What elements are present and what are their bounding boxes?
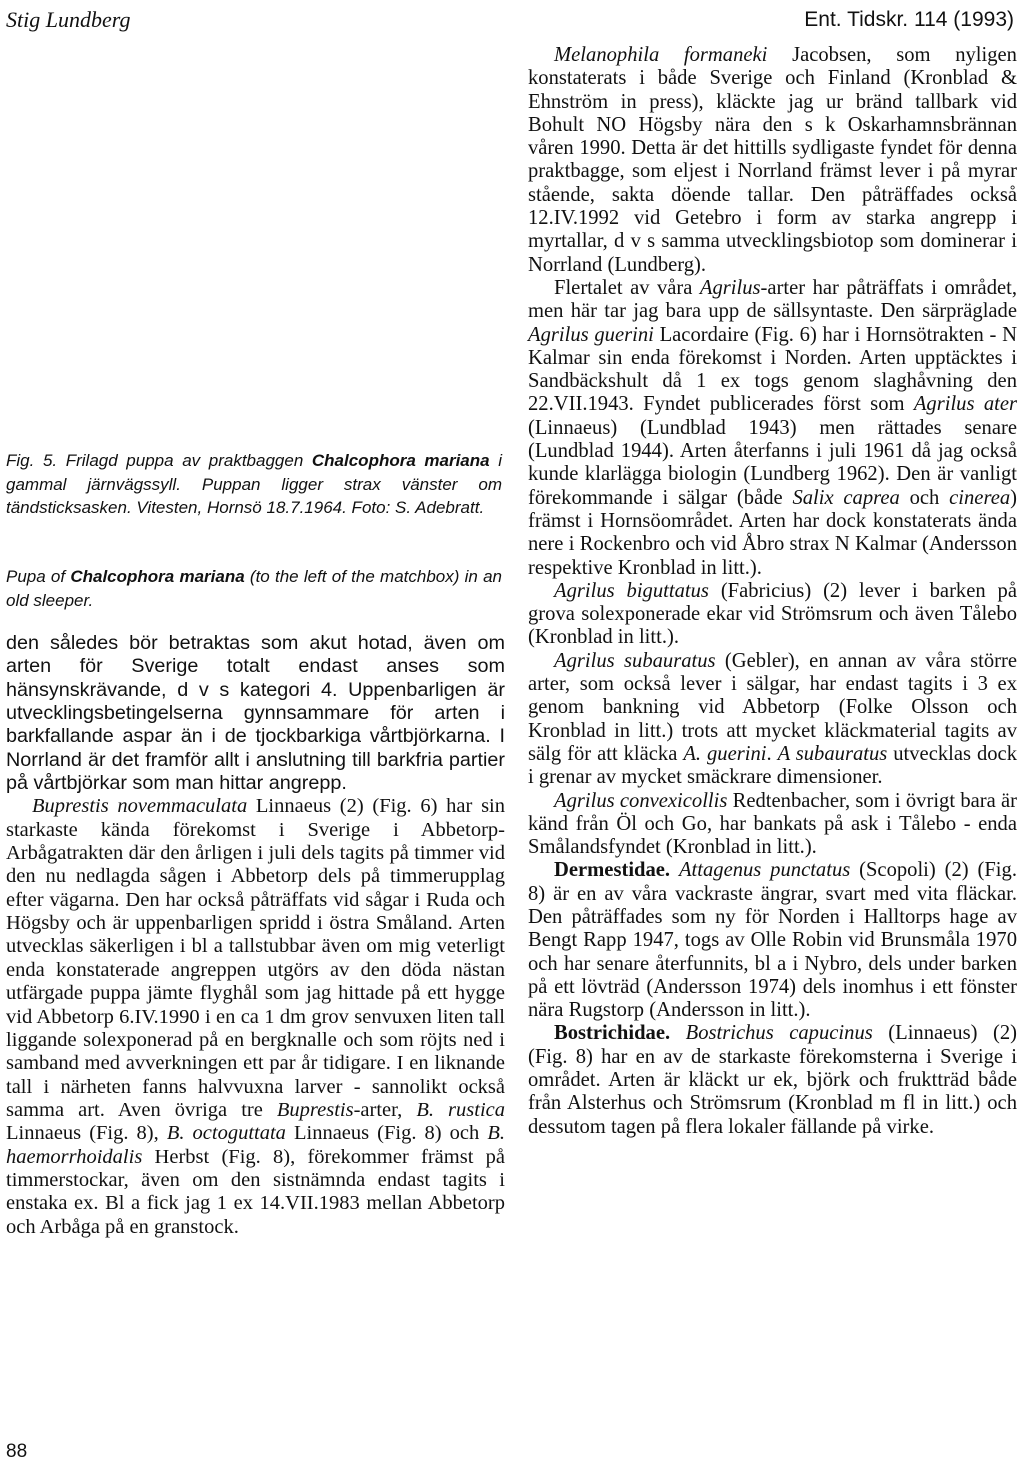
b-octoguttata: B. octoguttata [166,1122,286,1145]
right-paragraph-2 [528,277,1017,580]
caption-sv-lead: Fig. 5. Frilagd puppa av praktbaggen [6,451,312,470]
salix-caprea: Salix caprea [792,486,900,509]
agrilus-subauratus: Agrilus subauratus [554,649,716,672]
figure-photo-area [6,44,508,440]
caption-sv-rest: i gammal järnvägssyll. Puppan ligger strax vänster om tändsticksasken. Vitesten, Hornsö 18.7.1964. Foto: S. Adebratt. [6,451,502,517]
agrilus-guerini: Agrilus guerini [528,323,654,346]
salix-cinerea: cinerea [949,486,1011,509]
family-dermestidae: Dermestidae. [554,859,671,882]
b-rustica: B. rustica [416,1098,505,1121]
right-p2-c: Lacordaire (Fig. 6) har i Hornsötrakten - N Kalmar sin enda förekomst i Norden. Arten upptäcktes i Sandbäckshult då 1 ex togs genom slaghåvning den 22.VII.1943. Fyndet publicerades först som [528,323,1017,416]
page-number: 88 [6,1441,28,1462]
left-text-column [6,632,505,1239]
agrilus-convexicollis: Agrilus convexicollis [554,789,728,812]
family-bostrichidae: Bostrichidae. [554,1022,671,1045]
caption-sv-taxon: Chalcophora mariana [311,451,490,470]
buprestis-novemmaculata: Buprestis novemmaculata [32,795,248,818]
right-p7-space [670,1022,686,1044]
right-p2-f: ) främst i Hornsöområdet. Arten har dock konstaterats ända nere i Rockenbro och vid Åbro strax N Kalmar (Andersson respektive Kronblad in litt.). [528,486,1017,579]
left-paragraph-1: den således bör betraktas som akut hotad, även om arten för Sverige totalt endast anses som hänsynskrävande, d v s kategori 4. Uppenbarligen är utvecklingsbetingelserna gynnsammare för arten i barkfallande aspar än i de tjockbarkiga vårtbjörkarna. I Norrland är det framför allt i anslutning till barkfria partier på vårtbjörkar som man hittar angrepp. [6,632,505,795]
right-p3-text: (Fabricius) (2) lever i barken på grova solexponerade ekar vid Strömsrum och även Tålebo (Kronblad in litt.). [528,579,1017,649]
right-p2-b: -arter har påträffats i området, men här tar jag bara upp de sällsyntaste. Den särpräglade [528,276,1017,323]
right-paragraph-3 [528,580,1017,650]
agrilus-genus: Agrilus [699,276,761,299]
right-paragraph-1 [528,44,1017,277]
caption-en-rest: (to the left of the matchbox) in an old sleeper. [6,567,503,610]
left-p2-text4: Linnaeus (Fig. 8) och [285,1122,488,1145]
b-haemorrhoidalis: B. haemorrhoidalis [6,1122,505,1168]
left-p2-text5: Herbst (Fig. 8), förekommer främst på timmerstockar, även om den sistnämnda endast tagits i enstaka ex. Bl a fick jag 1 ex 14.VII.1983 mellan Abbetorp och Arbåga på en granstock. [6,1145,505,1238]
figure-caption-english [6,565,502,612]
right-p7-text: (Linnaeus) (2) (Fig. 8) har en av de starkaste förekomsterna i Sverige i området. Arten är kläckt ur ek, björk och fruktträd både från Alsterhus och Strömsrum (Kronblad m fl in litt.) och dessutom tagen på flera lokaler fällande på virke. [528,1022,1018,1138]
right-text-column [528,44,1017,1139]
right-p4-text: (Gebler), en annan av våra större arter, som också lever i sälgar, har endast tagits i 3 ex genom bankning vid Abbetorp (Folke Olsson och Kronblad in litt.) trots att mycket kläckmaterial tagits av sälg för att kläcka [528,649,1018,765]
running-head-journal: Ent. Tidskr. 114 (1993) [804,8,1014,31]
left-p2-text3: Linnaeus (Fig. 8), [6,1122,167,1145]
agrilus-biguttatus: Agrilus biguttatus [554,579,709,602]
a-guerini: A. guerini [683,742,767,765]
attagenus-punctatus: Attagenus punctatus [678,859,851,882]
right-p4-mid: . [766,742,778,765]
agrilus-ater: Agrilus ater [913,393,1017,416]
right-p4-end: utvecklas dock i grenar av mycket smäckrare dimensioner. [528,742,1017,789]
right-paragraph-7 [528,1022,1017,1138]
right-p6-text: (Scopoli) (2) (Fig. 8) är en av våra vackraste ängrar, svart med vita fläckar. Den påträffades som ny för Norden i Halltorps hage av Bengt Rapp 1947, togs av Olle Robin vid Brunsmåla 1970 och har senare återfunnits, bl a i Nybro, dels under barken på ett lövträd (Andersson 1974) dels inomhus i ett fönster nära Rugstorp (Andersson in litt.). [528,859,1017,1022]
right-paragraph-5 [528,790,1017,860]
left-paragraph-2 [6,795,505,1239]
bostrichus-capucinus: Bostrichus capucinus [685,1022,873,1045]
figure-caption-swedish [6,449,502,520]
right-paragraph-6 [528,859,1017,1022]
melanophila-formaneki: Melanophila formaneki [554,44,768,66]
right-p2-e: och [899,486,950,509]
right-p2-d: (Linnaeus) (Lundblad 1943) men rättades senare (Lundblad 1944). Arten återfanns i juli 1961 då jag också kunde klarlägga biologin (Lundberg 1962). Den är vanligt förekommande i sälgar (både [528,416,1017,509]
buprestis-genus: Buprestis [276,1098,354,1121]
caption-en-taxon: Chalcophora mariana [70,567,245,586]
right-p5-text: Redtenbacher, som i övrigt bara är känd från Öl och Go, har bankats på ask i Tålebo - enda Smålandsfyndet (Kronblad in litt.). [528,789,1017,859]
right-p6-space [670,859,679,881]
running-head-author: Stig Lundberg [6,7,131,32]
a-subauratus: A subauratus [777,742,888,765]
right-p2-a: Flertalet av våra [554,276,700,299]
left-p2-text2: -arter, [353,1098,417,1121]
caption-en-lead: Pupa of [6,567,71,586]
left-p2-text: Linnaeus (2) (Fig. 6) har sin starkaste kända förekomst i Sverige i Abbetorp-Arbågatrakten där den årligen i juli dels tagits på timmer vid den nu nedlagda sågen i Abbetorp dels på timmerupplag efter vägarna. Den har också påträffats vid sågar i Ruda och Högsby och är uppenbarligen spridd i östra Småland. Arten utvecklas säkerligen i bl a tallstubbar även om mig veterligt enda konstaterade angreppen utgörs av den döda nästan utfärgade puppa jämte flyghål som jag hittade på ett hygge vid Abbetorp 6.IV.1990 i en ca 1 dm grov senvuxen liten tall liggande solexponerad på en bergknalle och som röjts ned i samband med avverkningen ett par år tidigare. I en liknande tall i närheten fanns halvvuxna larver - sannolikt också samma art. Aven övriga tre [6,795,505,1121]
right-paragraph-4 [528,650,1017,790]
right-p1-text: Jacobsen, som nyligen konstaterats i både Sverige och Finland (Kronblad & Ehnström in press), kläckte jag ur bränd tallbark vid Bohult NO Högsby nära den s k Oskarhamnsbrännan våren 1990. Detta är det hittills sydligaste fyndet för denna praktbagge, som eljest i Norrland främst lever i på myrar stående, sakta döende tallar. Den påträffades också 12.IV.1992 vid Getebro i form av starka angrepp i myrtallar, d v s samma utvecklingsbiotop som dominerar i Norrland (Lundberg). [528,44,1017,276]
